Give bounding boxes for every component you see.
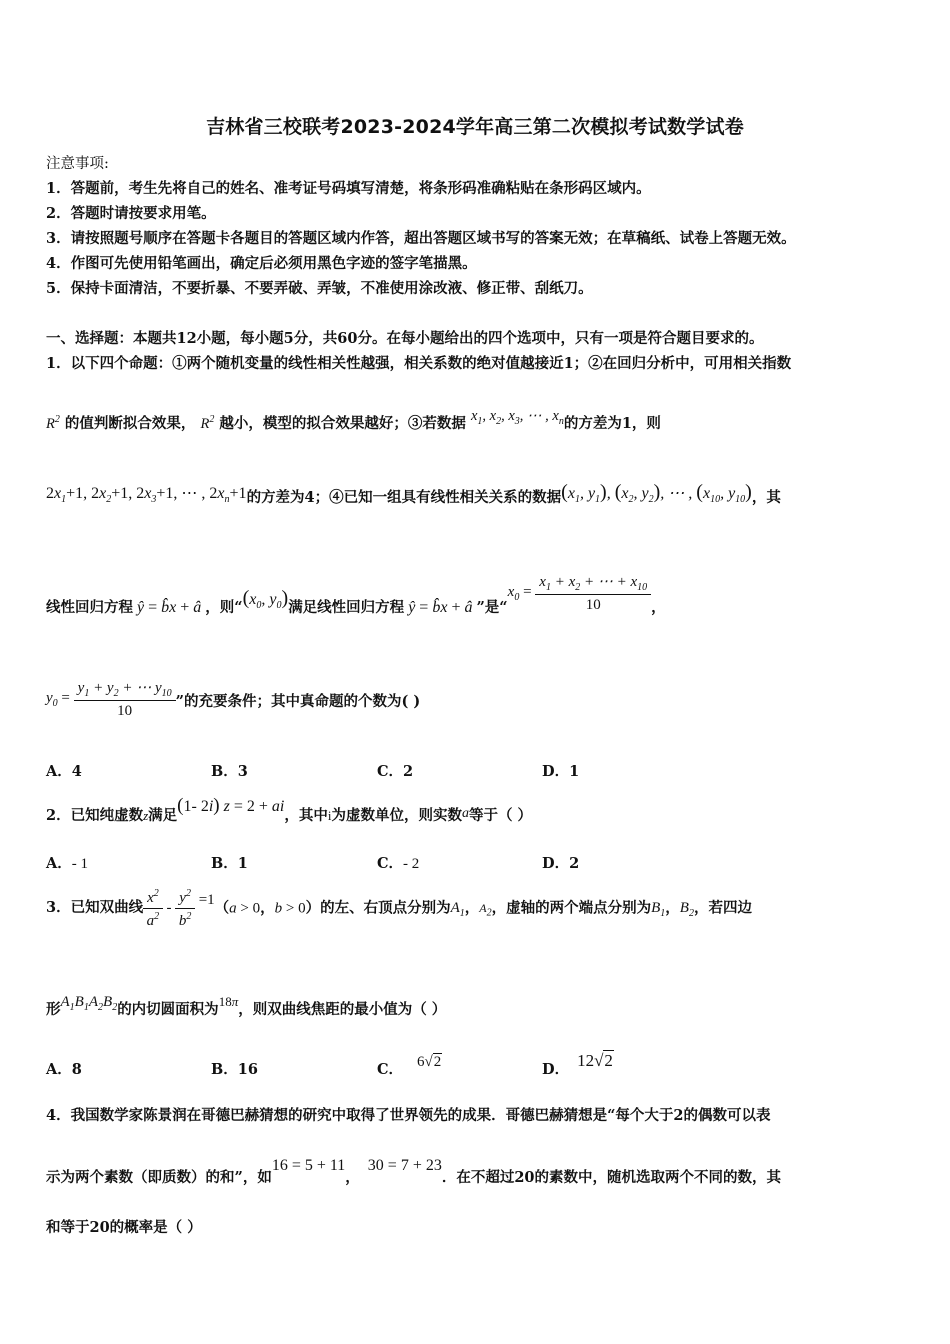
q4-text: ．在不超过20的素数中，随机选取两个不同的数，其	[441, 1169, 782, 1186]
q1-text: 越小，模型的拟合效果越好；③若数据	[219, 415, 466, 432]
q1-line-2	[46, 408, 661, 435]
math-a: a	[461, 806, 469, 821]
math-quadrilateral: $A_1B_1A_2B_2$	[60, 994, 118, 1013]
q1-text: ，	[651, 599, 666, 617]
math-a-positive: a > 0	[229, 900, 261, 917]
q2-text: 满足	[148, 807, 178, 824]
q3-text: ，	[260, 899, 275, 917]
math-complex-equation: (1- 2i) z = 2 + ai	[177, 795, 285, 816]
q1-option-d[interactable]: D．1	[542, 763, 580, 780]
q3-text: 3．已知双曲线	[46, 899, 144, 917]
math-area-18pi: 18π	[218, 994, 239, 1009]
q1-text: 线性回归方程	[46, 599, 133, 617]
notice-item-3: 3．请按照题号顺序在答题卡各题目的答题区域内作答，超出答题区域书写的答案无效；在草稿纸、试卷上答题无效。	[46, 230, 796, 247]
math-x0-mean: $x_0$ = $\frac{x_1 + x_2 + \cdots + x_{10}}{10}$	[508, 584, 652, 600]
math-point-list: ($x_1$, $y_1$), ($x_2$, $y_2$), ⋯ , ($x_{10}$, $y_{10}$)	[561, 481, 752, 506]
q3-stem	[46, 888, 752, 930]
math-point-x0y0: ($x_0$, $y_0$)	[242, 587, 289, 612]
notice-item-4: 4．作图可先使用铅笔画出，确定后必须用黑色字迹的签字笔描黑。	[46, 255, 477, 272]
q1-text: 的方差为4；④已知一组具有线性相关关系的数据	[246, 489, 562, 506]
q4-line-2	[46, 1157, 782, 1187]
q3-text: ）的左、右顶点分别为	[305, 899, 451, 917]
notice-heading: 注意事项:	[46, 156, 109, 172]
q2-option-c-value: - 2	[403, 856, 420, 872]
notice-item-2: 2．答题时请按要求用笔。	[46, 205, 216, 222]
q1-option-c[interactable]: C．2	[377, 763, 414, 780]
q3-text: ，则双曲线焦距的最小值为（ ）	[238, 1001, 447, 1018]
q3-option-d-label: D．	[542, 1061, 570, 1078]
q1-text: ”是“	[476, 599, 508, 617]
q4-text: ，	[345, 1169, 360, 1186]
math-a1: $A_1$	[450, 900, 465, 920]
math-b2: $B_2$	[679, 900, 694, 920]
q4-line-1: 4．我国数学家陈景润在哥德巴赫猜想的研究中取得了世界领先的成果．哥德巴赫猜想是“每个大于2的偶数可以表	[46, 1107, 771, 1124]
q2-option-a-label: A．	[46, 855, 72, 872]
math-16-eq: 16 = 5 + 11	[271, 1157, 346, 1174]
q2-option-a-value: - 1	[71, 856, 89, 872]
q2-text: 为虚数单位，则实数	[331, 807, 462, 824]
q1-option-b[interactable]: B．3	[211, 763, 248, 780]
q2-text: 2．已知纯虚数	[46, 807, 144, 824]
q2-text: 等于（ ）	[468, 807, 533, 824]
notice-item-5: 5．保持卡面清洁，不要折暴、不要弄破、弄皱，不准使用涂改液、修正带、刮纸刀。	[46, 280, 593, 297]
notice-item-1: 1．答题前，考生先将自己的姓名、准考证号码填写清楚，将条形码准确粘贴在条形码区域内。	[46, 180, 651, 197]
q2-text: ，其中	[284, 807, 328, 824]
math-r-squared: $R^2$	[46, 414, 60, 432]
q3-line-2	[46, 990, 447, 1018]
math-regression-eq: ŷ = b̂x + â	[404, 599, 477, 617]
math-hyperbola-equation: $\frac{x^2}{a^2}$ - $\frac{y^2}{b^2}$ =1	[143, 900, 215, 916]
q2-option-c[interactable]	[377, 852, 419, 873]
section-1-heading: 一、选择题：本题共12小题，每小题5分，共60分。在每小题给出的四个选项中，只有一项是符合题目要求的。	[46, 330, 764, 347]
q1-text: ，其	[751, 489, 781, 506]
q3-text: ，	[665, 899, 680, 917]
q2-option-a[interactable]	[46, 852, 88, 873]
q2-option-b[interactable]: B．1	[211, 855, 248, 872]
math-regression-eq: ŷ = b̂x + â	[133, 599, 206, 617]
q1-text: 满足线性回归方程	[288, 599, 405, 617]
math-b1: $B_1$	[651, 900, 666, 920]
q3-option-c-label: C．	[377, 1061, 404, 1078]
q3-text: （	[214, 899, 230, 917]
math-12-sqrt2: 12√2	[577, 1051, 613, 1070]
q3-option-a[interactable]: A．8	[46, 1061, 82, 1078]
q3-text: 的内切圆面积为	[117, 1001, 219, 1018]
q3-option-d[interactable]	[542, 1051, 614, 1079]
q3-option-c[interactable]	[377, 1054, 442, 1079]
math-r-squared: $R^2$	[200, 414, 215, 432]
q1-text: ，则“	[205, 599, 243, 617]
q1-text: ”的充要条件；其中真命题的个数为( )	[175, 693, 421, 711]
q2-stem	[46, 795, 533, 826]
q2-option-d[interactable]: D．2	[542, 855, 580, 872]
q3-text: ，虚轴的两个端点分别为	[491, 899, 652, 917]
math-6-sqrt2: 6√2	[417, 1054, 442, 1070]
q3-text: ，	[464, 899, 480, 917]
q1-text: 的值判断拟合效果，	[64, 415, 196, 432]
math-y0-mean: $y_0$ = $\frac{y_1 + y_2 + \cdots y_{10}}{10}$	[46, 690, 176, 706]
q1-line-3	[46, 481, 781, 509]
q1-text: 的方差为1，则	[563, 415, 661, 432]
math-30-eq: 30 = 7 + 23	[367, 1157, 442, 1174]
math-a2: $A_2$	[479, 901, 492, 919]
q1-line-1: 1．以下四个命题：①两个随机变量的线性相关性越强，相关系数的绝对值越接近1；②在回归分析中，可用相关指数	[46, 355, 792, 372]
math-transformed-data: $2x_1+1$, $2x_2+1$, $2x_3+1$, ⋯ , $2x_n+1$	[46, 485, 247, 506]
q1-option-a[interactable]: A．4	[46, 763, 82, 780]
math-data-list: $x_1$, $x_2$, $x_3$, ⋯ , $x_n$	[470, 408, 564, 427]
q4-text: 示为两个素数（即质数）的和”，如	[46, 1169, 272, 1186]
math-i: i	[327, 808, 332, 823]
math-b-positive: b > 0	[274, 900, 306, 917]
math-z: z	[143, 808, 149, 823]
q3-text: 形	[46, 1001, 61, 1018]
exam-title: 吉林省三校联考2023-2024学年高三第二次模拟考试数学试卷	[206, 116, 744, 138]
q4-line-3: 和等于20的概率是（ ）	[46, 1219, 202, 1236]
q3-option-b[interactable]: B．16	[211, 1061, 258, 1078]
q2-option-c-label: C．	[377, 855, 404, 872]
q3-text: ，若四边	[693, 899, 752, 917]
q1-line-5	[46, 678, 420, 720]
q1-line-4	[46, 572, 666, 617]
